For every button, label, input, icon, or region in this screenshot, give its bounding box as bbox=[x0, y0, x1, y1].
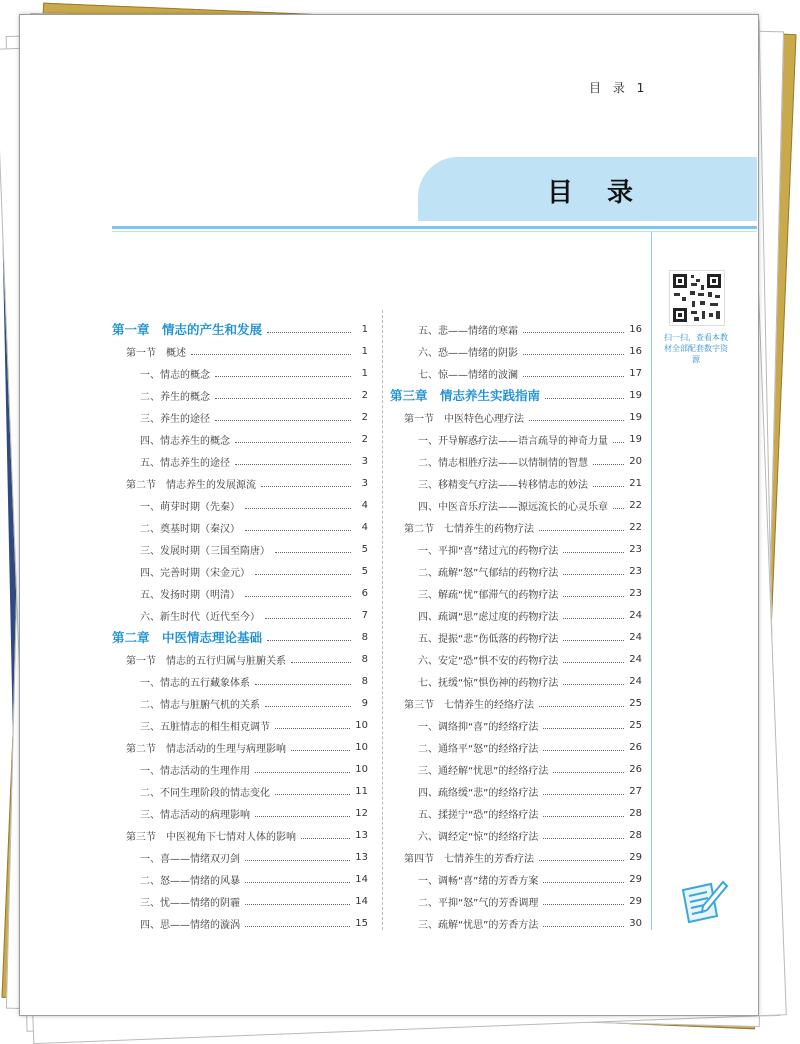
dot-leader bbox=[267, 332, 351, 333]
toc-page-number: 11 bbox=[355, 785, 368, 797]
toc-right-column bbox=[390, 318, 642, 934]
dot-leader bbox=[291, 750, 350, 751]
toc-page-number: 29 bbox=[629, 895, 642, 907]
toc-item-row[interactable] bbox=[390, 560, 642, 582]
toc-entry-title: 第三节 中医视角下七情对人体的影响 bbox=[126, 831, 296, 843]
toc-entry-title: 四、中医音乐疗法——源远流长的心灵乐章 bbox=[418, 501, 608, 513]
dot-leader bbox=[563, 552, 624, 553]
dot-leader bbox=[245, 882, 350, 883]
toc-page-number: 9 bbox=[361, 697, 368, 709]
dot-leader bbox=[245, 508, 351, 509]
margin-line bbox=[651, 232, 652, 930]
toc-entry-title: 第二章 中医情志理论基础 bbox=[112, 630, 263, 645]
toc-page-number: 23 bbox=[629, 565, 642, 577]
dot-leader bbox=[523, 376, 624, 377]
toc-entry-title: 七、惊——情绪的波澜 bbox=[418, 369, 518, 381]
toc-page-number: 23 bbox=[629, 543, 642, 555]
toc-page-number: 21 bbox=[629, 477, 642, 489]
toc-page-number: 16 bbox=[629, 345, 642, 357]
toc-item-row[interactable] bbox=[390, 758, 642, 780]
toc-entry-title: 二、奠基时期（秦汉） bbox=[140, 523, 240, 535]
toc-entry-title: 一、开导解惑疗法——语言疏导的神奇力量 bbox=[418, 435, 608, 447]
dot-leader bbox=[613, 442, 624, 443]
toc-item-row[interactable] bbox=[390, 912, 642, 934]
toc-entry-title: 三、解疏“忧”郁滞气的药物疗法 bbox=[418, 589, 559, 601]
toc-entry-title: 第一节 概述 bbox=[126, 347, 186, 359]
dot-leader bbox=[529, 420, 624, 421]
dot-leader bbox=[593, 464, 624, 465]
toc-entry-title: 六、安定“恐”惧不安的药物疗法 bbox=[418, 655, 559, 667]
toc-item-row[interactable] bbox=[112, 692, 368, 714]
toc-entry-title: 五、情志养生的途径 bbox=[140, 457, 230, 469]
toc-item-row[interactable] bbox=[390, 604, 642, 626]
dot-leader bbox=[543, 728, 624, 729]
toc-page-number: 3 bbox=[361, 455, 368, 467]
dot-leader bbox=[191, 354, 351, 355]
toc-page-number: 19 bbox=[629, 389, 642, 401]
dot-leader bbox=[563, 618, 624, 619]
dot-leader bbox=[563, 596, 624, 597]
toc-entry-title: 二、平抑“怒”气的芳香调理 bbox=[418, 897, 539, 909]
toc-item-row[interactable] bbox=[390, 714, 642, 736]
toc-page-number: 19 bbox=[629, 433, 642, 445]
toc-page-number: 1 bbox=[361, 345, 368, 357]
toc-chapter-row[interactable] bbox=[112, 626, 368, 648]
qr-caption: 扫一扫，查看本教材全部配套数字资源 bbox=[664, 333, 728, 364]
toc-entry-title: 三、疏解“忧思”的芳香方法 bbox=[418, 919, 539, 931]
toc-entry-title: 五、揉搓宁“恐”的经络疗法 bbox=[418, 809, 539, 821]
toc-item-row[interactable] bbox=[390, 472, 642, 494]
toc-entry-title: 四、思——情绪的漩涡 bbox=[140, 919, 240, 931]
dot-leader bbox=[593, 486, 624, 487]
toc-item-row[interactable] bbox=[112, 868, 368, 890]
toc-page-number: 1 bbox=[361, 367, 368, 379]
toc-entry-title: 一、喜——情绪双刃剑 bbox=[140, 853, 240, 865]
dot-leader bbox=[215, 420, 351, 421]
toc-item-row[interactable] bbox=[390, 890, 642, 912]
toc-item-row[interactable] bbox=[112, 560, 368, 582]
dot-leader bbox=[543, 904, 624, 905]
toc-page-number: 4 bbox=[361, 521, 368, 533]
toc-item-row[interactable] bbox=[112, 890, 368, 912]
column-divider bbox=[382, 310, 384, 930]
toc-item-row[interactable] bbox=[112, 802, 368, 824]
toc-page-number: 16 bbox=[629, 323, 642, 335]
toc-item-row[interactable] bbox=[112, 538, 368, 560]
dot-leader bbox=[255, 816, 350, 817]
toc-entry-title: 五、悲——情绪的寒霜 bbox=[418, 325, 518, 337]
toc-entry-title: 三、通经解“忧思”的经络疗法 bbox=[418, 765, 549, 777]
toc-page-number: 29 bbox=[629, 851, 642, 863]
toc-item-row[interactable] bbox=[112, 912, 368, 934]
toc-item-row[interactable] bbox=[390, 340, 642, 362]
toc-page-number: 10 bbox=[355, 763, 368, 775]
toc-entry-title: 第二节 七情养生的药物疗法 bbox=[404, 523, 534, 535]
toc-item-row[interactable] bbox=[390, 626, 642, 648]
toc-page-number: 24 bbox=[629, 609, 642, 621]
toc-entry-title: 三、忧——情绪的阴霾 bbox=[140, 897, 240, 909]
dot-leader bbox=[275, 728, 350, 729]
toc-page-number: 10 bbox=[355, 741, 368, 753]
toc-item-row[interactable] bbox=[390, 494, 642, 516]
dot-leader bbox=[245, 926, 350, 927]
toc-section-row[interactable] bbox=[390, 406, 642, 428]
toc-section-row[interactable] bbox=[390, 692, 642, 714]
dot-leader bbox=[543, 882, 624, 883]
toc-page-number: 1 bbox=[361, 323, 368, 335]
toc-entry-title: 第二节 情志养生的发展源流 bbox=[126, 479, 256, 491]
toc-item-row[interactable] bbox=[112, 428, 368, 450]
toc-entry-title: 五、提振“悲”伤低落的药物疗法 bbox=[418, 633, 559, 645]
dot-leader bbox=[563, 684, 624, 685]
page-title: 目录 bbox=[547, 178, 668, 208]
toc-entry-title: 第一节 中医特色心理疗法 bbox=[404, 413, 524, 425]
toc-entry-title: 三、养生的途径 bbox=[140, 413, 210, 425]
toc-page-number: 2 bbox=[361, 433, 368, 445]
toc-entry-title: 二、养生的概念 bbox=[140, 391, 210, 403]
toc-entry-title: 六、新生时代（近代至今） bbox=[140, 611, 260, 623]
toc-item-row[interactable] bbox=[112, 582, 368, 604]
toc-entry-title: 第二节 情志活动的生理与病理影响 bbox=[126, 743, 286, 755]
toc-chapter-row[interactable] bbox=[112, 318, 368, 340]
toc-page-number: 24 bbox=[629, 675, 642, 687]
dot-leader bbox=[539, 860, 624, 861]
dot-leader bbox=[255, 574, 351, 575]
toc-item-row[interactable] bbox=[112, 516, 368, 538]
running-head: 目 录 1 bbox=[589, 81, 649, 95]
toc-entry-title: 五、发扬时期（明清） bbox=[140, 589, 240, 601]
toc-page-number: 8 bbox=[361, 653, 368, 665]
toc-page-number: 17 bbox=[629, 367, 642, 379]
toc-entry-title: 三、发展时期（三国至隋唐） bbox=[140, 545, 270, 557]
toc-item-row[interactable] bbox=[112, 714, 368, 736]
toc-item-row[interactable] bbox=[390, 450, 642, 472]
toc-page-number: 24 bbox=[629, 631, 642, 643]
toc-page-number: 2 bbox=[361, 411, 368, 423]
dot-leader bbox=[563, 574, 624, 575]
toc-page-number: 22 bbox=[629, 521, 642, 533]
toc-entry-title: 四、完善时期（宋金元） bbox=[140, 567, 250, 579]
dot-leader bbox=[553, 772, 624, 773]
toc-item-row[interactable] bbox=[390, 670, 642, 692]
toc-item-row[interactable] bbox=[112, 450, 368, 472]
toc-entry-title: 四、疏络缓“悲”的经络疗法 bbox=[418, 787, 539, 799]
toc-item-row[interactable] bbox=[390, 318, 642, 340]
dot-leader bbox=[543, 794, 624, 795]
toc-page-number: 28 bbox=[629, 807, 642, 819]
toc-page-number: 14 bbox=[355, 873, 368, 885]
toc-page-number: 19 bbox=[629, 411, 642, 423]
toc-entry-title: 六、调经定“惊”的经络疗法 bbox=[418, 831, 539, 843]
dot-leader bbox=[245, 904, 350, 905]
toc-entry-title: 四、情志养生的概念 bbox=[140, 435, 230, 447]
toc-item-row[interactable] bbox=[112, 362, 368, 384]
toc-entry-title: 第三节 七情养生的经络疗法 bbox=[404, 699, 534, 711]
toc-section-row[interactable] bbox=[390, 846, 642, 868]
dot-leader bbox=[563, 640, 624, 641]
toc-item-row[interactable] bbox=[390, 648, 642, 670]
dot-leader bbox=[235, 442, 351, 443]
toc-page-number: 23 bbox=[629, 587, 642, 599]
toc-section-row[interactable] bbox=[390, 516, 642, 538]
dot-leader bbox=[563, 662, 624, 663]
toc-page-number: 25 bbox=[629, 719, 642, 731]
toc-item-row[interactable] bbox=[390, 780, 642, 802]
dot-leader bbox=[539, 530, 624, 531]
toc-section-row[interactable] bbox=[112, 340, 368, 362]
dot-leader bbox=[539, 706, 624, 707]
toc-entry-title: 四、疏调“思”虑过度的药物疗法 bbox=[418, 611, 559, 623]
toc-page-number: 26 bbox=[629, 741, 642, 753]
dot-leader bbox=[215, 398, 351, 399]
toc-entry-title: 三、移精变气疗法——转移情志的妙法 bbox=[418, 479, 588, 491]
toc-page-number: 8 bbox=[361, 675, 368, 687]
toc-entry-title: 第四节 七情养生的芳香疗法 bbox=[404, 853, 534, 865]
toc-page-number: 22 bbox=[629, 499, 642, 511]
toc-page-number: 20 bbox=[629, 455, 642, 467]
toc-entry-title: 一、调络抑“喜”的经络疗法 bbox=[418, 721, 539, 733]
toc-page-number: 4 bbox=[361, 499, 368, 511]
toc-page-number: 25 bbox=[629, 697, 642, 709]
toc-item-row[interactable] bbox=[390, 824, 642, 846]
toc-page-number: 27 bbox=[629, 785, 642, 797]
dot-leader bbox=[543, 926, 624, 927]
dot-leader bbox=[245, 860, 350, 861]
toc-page-number: 12 bbox=[355, 807, 368, 819]
toc-entry-title: 七、抚缓“惊”惧伤神的药物疗法 bbox=[418, 677, 559, 689]
dot-leader bbox=[291, 662, 351, 663]
dot-leader bbox=[543, 816, 624, 817]
toc-page-number: 29 bbox=[629, 873, 642, 885]
toc-left-column bbox=[112, 318, 368, 934]
dot-leader bbox=[255, 772, 350, 773]
dot-leader bbox=[245, 530, 351, 531]
toc-page-number: 10 bbox=[355, 719, 368, 731]
toc-page-number: 5 bbox=[361, 565, 368, 577]
toc-item-row[interactable] bbox=[112, 604, 368, 626]
dot-leader bbox=[301, 838, 350, 839]
toc-item-row[interactable] bbox=[112, 846, 368, 868]
toc-item-row[interactable] bbox=[112, 780, 368, 802]
dot-leader bbox=[543, 838, 624, 839]
toc-entry-title: 一、萌芽时期（先秦） bbox=[140, 501, 240, 513]
toc-section-row[interactable] bbox=[112, 824, 368, 846]
toc-page-number: 28 bbox=[629, 829, 642, 841]
toc-entry-title: 二、通络平“怒”的经络疗法 bbox=[418, 743, 539, 755]
dot-leader bbox=[543, 750, 624, 751]
toc-entry-title: 一、平抑“喜”绪过亢的药物疗法 bbox=[418, 545, 559, 557]
toc-entry-title: 一、情志活动的生理作用 bbox=[140, 765, 250, 777]
toc-item-row[interactable] bbox=[390, 736, 642, 758]
toc-entry-title: 第一节 情志的五行归属与脏腑关系 bbox=[126, 655, 286, 667]
toc-entry-title: 二、情志与脏腑气机的关系 bbox=[140, 699, 260, 711]
dot-leader bbox=[245, 596, 351, 597]
dot-leader bbox=[523, 354, 624, 355]
toc-chapter-row[interactable] bbox=[390, 384, 642, 406]
dot-leader bbox=[523, 332, 624, 333]
title-rule-thin bbox=[112, 231, 757, 232]
dot-leader bbox=[267, 640, 351, 641]
toc-page-number: 15 bbox=[355, 917, 368, 929]
toc-page-number: 2 bbox=[361, 389, 368, 401]
toc-entry-title: 第一章 情志的产生和发展 bbox=[112, 322, 263, 337]
title-rule bbox=[112, 226, 757, 229]
dot-leader bbox=[255, 684, 351, 685]
notes-pencil-icon bbox=[677, 876, 731, 926]
toc-entry-title: 第三章 情志养生实践指南 bbox=[390, 388, 541, 403]
toc-item-row[interactable] bbox=[390, 362, 642, 384]
toc-item-row[interactable] bbox=[112, 494, 368, 516]
toc-page-number: 6 bbox=[361, 587, 368, 599]
toc-page-number: 13 bbox=[355, 829, 368, 841]
toc-page-number: 13 bbox=[355, 851, 368, 863]
toc-entry-title: 二、怒——情绪的风暴 bbox=[140, 875, 240, 887]
toc-page-number: 5 bbox=[361, 543, 368, 555]
toc-entry-title: 六、恐——情绪的阴影 bbox=[418, 347, 518, 359]
dot-leader bbox=[275, 794, 350, 795]
toc-entry-title: 二、情志相胜疗法——以情制情的智慧 bbox=[418, 457, 588, 469]
toc-page-number: 8 bbox=[361, 631, 368, 643]
dot-leader bbox=[235, 464, 351, 465]
toc-item-row[interactable] bbox=[112, 670, 368, 692]
toc-entry-title: 一、调畅“喜”绪的芳香方案 bbox=[418, 875, 539, 887]
toc-entry-title: 一、情志的概念 bbox=[140, 369, 210, 381]
dot-leader bbox=[215, 376, 351, 377]
toc-item-row[interactable] bbox=[112, 384, 368, 406]
toc-entry-title: 二、疏解“怒”气郁结的药物疗法 bbox=[418, 567, 559, 579]
toc-page-number: 30 bbox=[629, 917, 642, 929]
dot-leader bbox=[261, 486, 351, 487]
dot-leader bbox=[265, 618, 351, 619]
toc-entry-title: 三、五脏情志的相生相克调节 bbox=[140, 721, 270, 733]
toc-section-row[interactable] bbox=[112, 472, 368, 494]
toc-item-row[interactable] bbox=[112, 758, 368, 780]
toc-page-number: 26 bbox=[629, 763, 642, 775]
dot-leader bbox=[275, 552, 351, 553]
dot-leader bbox=[613, 508, 624, 509]
toc-item-row[interactable] bbox=[390, 802, 642, 824]
toc-page-number: 14 bbox=[355, 895, 368, 907]
toc-item-row[interactable] bbox=[390, 868, 642, 890]
toc-page-number: 3 bbox=[361, 477, 368, 489]
toc-item-row[interactable] bbox=[390, 582, 642, 604]
toc-entry-title: 二、不同生理阶段的情志变化 bbox=[140, 787, 270, 799]
toc-section-row[interactable] bbox=[112, 736, 368, 758]
toc-page-number: 24 bbox=[629, 653, 642, 665]
toc-item-row[interactable] bbox=[390, 538, 642, 560]
dot-leader bbox=[545, 398, 624, 399]
toc-entry-title: 一、情志的五行藏象体系 bbox=[140, 677, 250, 689]
toc-item-row[interactable] bbox=[112, 406, 368, 428]
dot-leader bbox=[265, 706, 351, 707]
toc-entry-title: 三、情志活动的病理影响 bbox=[140, 809, 250, 821]
toc-page-number: 7 bbox=[361, 609, 368, 621]
qr-code-icon[interactable] bbox=[669, 270, 725, 326]
toc-item-row[interactable] bbox=[390, 428, 642, 450]
toc-section-row[interactable] bbox=[112, 648, 368, 670]
